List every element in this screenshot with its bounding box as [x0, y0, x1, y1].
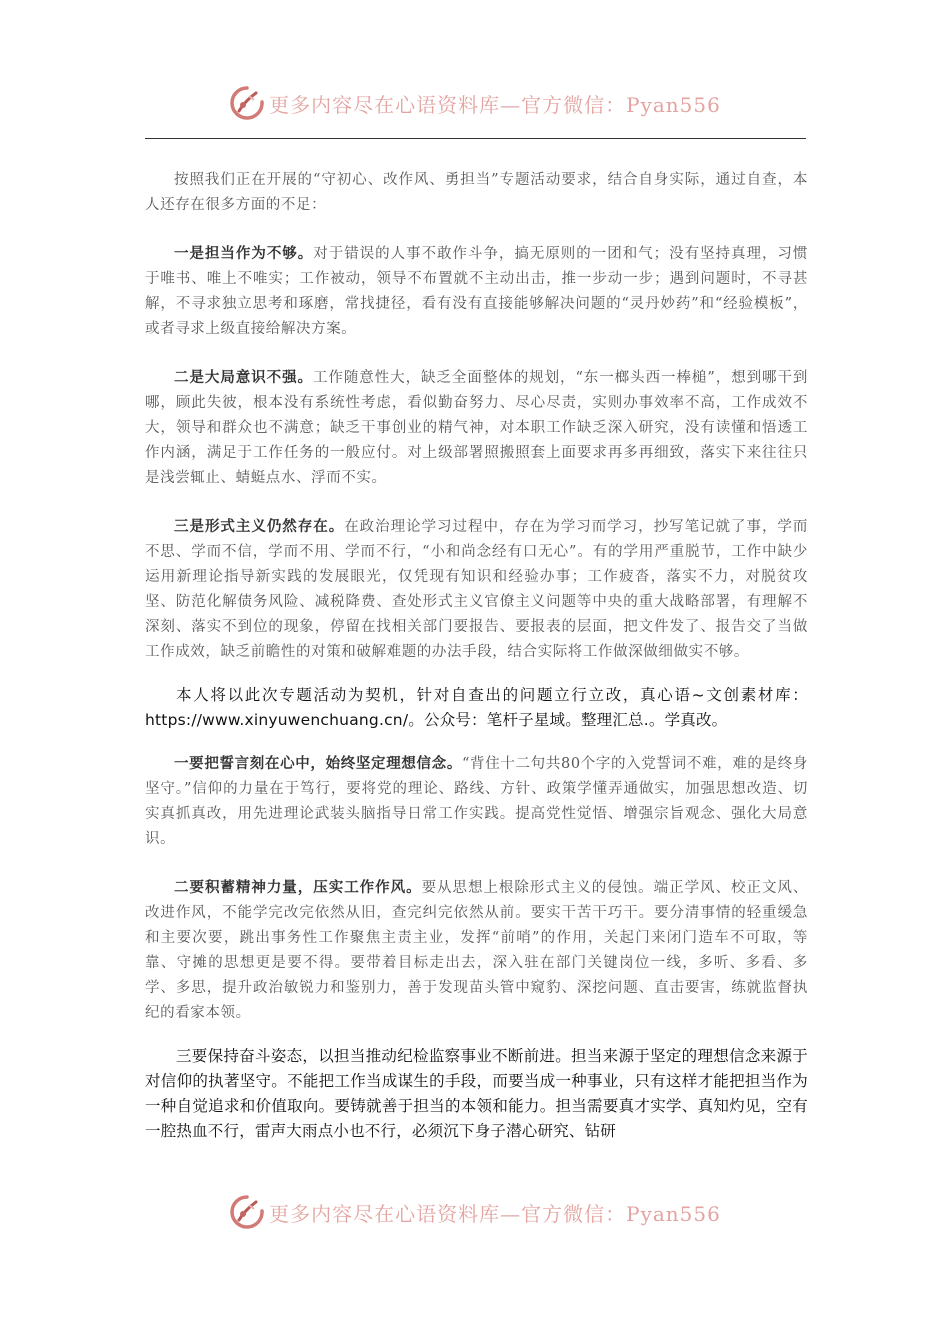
header-banner-text — [269, 89, 721, 118]
measure-heading-2: 二要积蓄精神力量，压实工作作风。 — [174, 879, 422, 896]
problem-paragraph-3 — [145, 514, 808, 665]
banner-main-text: 更多内容尽在心语资料库 — [269, 92, 501, 117]
problem-body-3: 在政治理论学习过程中，存在为学习而学习，抄写笔记就了事，学而不思、学而不信，学而不用、学而不行，“小和尚念经有口无心”。有的学用严重脱节，工作中缺少运用新理论指导新实践的发展眼光，仅凭现有知识和经验办事；工作疲沓，落实不力，对脱贫攻坚、防范化解债务风险、减税降费、查处形式主义官僚主义问题等中央的重大战略部署，有理解不深刻、落实不到位的现象，停留在找相关部门要报告、要报表的层面，把文件发了、报告交了当做工作成效，缺乏前瞻性的对策和破解难题的办法手段，结合实际将工作做深做细做实不够。 — [145, 519, 808, 660]
problem-body-1: 对于错误的人事不敢作斗争，搞无原则的一团和气；没有坚持真理，习惯于唯书、唯上不唯实；工作被动，领导不布置就不主动出击，推一步动一步；遇到问题时，不寻甚解，不寻求独立思考和琢磨，常找捷径，看有没有直接能够解决问题的“灵丹妙药”和“经验模板”，或者寻求上级直接给解决方案。 — [145, 246, 808, 337]
problem-heading-2: 二是大局意识不强。 — [174, 369, 313, 386]
intro-paragraph: 按照我们正在开展的“守初心、改作风、勇担当”专题活动要求，结合自身实际，通过自查，本人还存在很多方面的不足： — [145, 172, 808, 213]
banner-separator: — — [500, 92, 522, 117]
transition-paragraph: 本人将以此次专题活动为契机，针对自查出的问题立行立改，真心语~文创素材库：https://www.xinyuwenchuang.cn/。公众号：笔杆子星域。整理汇总.。学真改。 — [145, 686, 808, 729]
measure-body-1: “背住十二句共80个字的入党誓词不难，难的是终身坚守。”信仰的力量在于笃行，要将党的理论、路线、方针、政策学懂弄通做实，加强思想改造、切实真抓真改，用先进理论武装头脑指导日常工作实践。提高党性觉悟、增强宗旨观念、强化大局意识。 — [145, 756, 808, 847]
banner-wechat-id: Pyan556 — [626, 92, 721, 117]
problem-paragraph-1 — [145, 241, 808, 342]
footer-separator: — — [500, 1201, 522, 1226]
measure-body-2: 要从思想上根除形式主义的侵蚀。端正学风、校正文风、改进作风，不能学完改完依然从旧，查完纠完依然从前。要实干苦干巧干。要分清事情的轻重缓急和主要次要，跳出事务性工作聚焦主责主业，发挥“前哨”的作用，关起门来闭门造车不可取，等靠、守摊的思想更是要不得。要带着目标走出去，深入驻在部门关键岗位一线，多听、多看、多学、多思，提升政治敏锐力和鉴别力，善于发现苗头管中窥豹、深挖问题、直击要害，练就监督执纪的看家本领。 — [145, 880, 808, 1021]
header-banner — [0, 83, 950, 123]
document-body — [145, 168, 808, 1144]
brush-circle-logo-icon — [229, 1194, 265, 1230]
problem-body-2: 工作随意性大，缺乏全面整体的规划，“东一榔头西一棒槌”，想到哪干到哪，顾此失彼，根本没有系统性考虑，看似勤奋努力、尽心尽责，实则办事效率不高，工作成效不大，领导和群众也不满意；缺乏干事创业的精气神，对本职工作缺乏深入研究，没有读懂和悟透工作内涵，满足于工作任务的一般应付。对上级部署照搬照套上面要求再多再细致，落实下来往往只是浅尝辄止、蜻蜓点水、浮而不实。 — [145, 370, 808, 486]
footer-banner-text — [269, 1198, 721, 1227]
measure-paragraph-1 — [145, 751, 808, 852]
banner-wechat-label: 官方微信： — [521, 92, 627, 117]
problem-paragraph-2 — [145, 365, 808, 491]
footer-main-text: 更多内容尽在心语资料库 — [269, 1201, 501, 1226]
footer-banner — [0, 1192, 950, 1232]
footer-wechat-label: 官方微信： — [521, 1201, 627, 1226]
header-divider — [145, 138, 806, 139]
brush-circle-logo-icon — [229, 85, 265, 121]
closing-paragraph: 三要保持奋斗姿态，以担当推动纪检监察事业不断前进。担当来源于坚定的理想信念来源于对信仰的执著坚守。不能把工作当成谋生的手段，而要当成一种事业，只有这样才能把担当作为一种自觉追求和价值取向。要铸就善于担当的本领和能力。担当需要真才实学、真知灼见，空有一腔热血不行，雷声大雨点小也不行，必须沉下身子潜心研究、钻研 — [145, 1047, 808, 1140]
footer-wechat-id: Pyan556 — [626, 1201, 721, 1226]
measure-heading-1: 一要把誓言刻在心中，始终坚定理想信念。 — [174, 755, 462, 772]
problem-heading-3: 三是形式主义仍然存在。 — [174, 518, 345, 535]
measure-paragraph-2 — [145, 875, 808, 1026]
problem-heading-1: 一是担当作为不够。 — [174, 245, 314, 262]
